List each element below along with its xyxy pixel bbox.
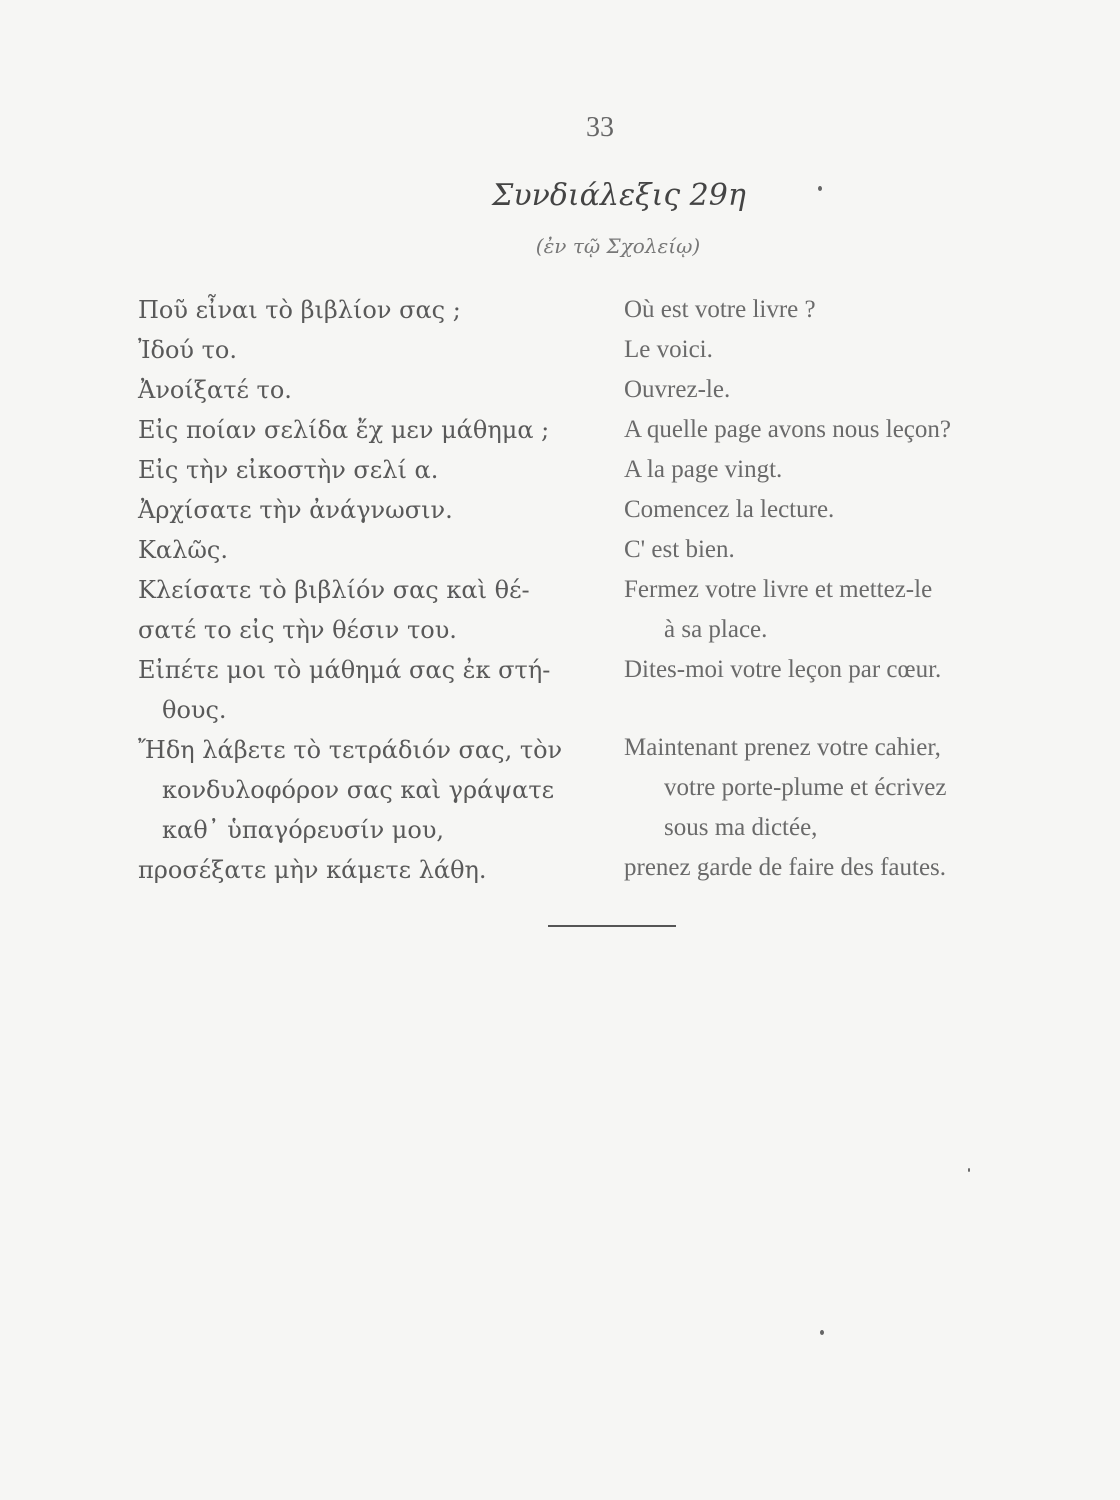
- greek-column: [138, 290, 608, 890]
- dialogue-title: Συνδιάλεξις 29η: [492, 178, 746, 213]
- french-line: A quelle page avons nous leçon?: [624, 416, 951, 443]
- french-line: Ouvrez-le.: [624, 376, 731, 403]
- greek-line: καθ᾽ ὑπαγόρευσίν μου,: [162, 816, 445, 844]
- french-line: Maintenant prenez votre cahier,: [624, 734, 941, 761]
- greek-line: προσέξατε μὴν κάμετε λάθη.: [138, 856, 487, 884]
- ink-speck: [818, 186, 822, 191]
- dialogue-subtitle: (ἐν τῷ Σχολείῳ): [535, 234, 701, 258]
- french-line: Fermez votre livre et mettez-le: [624, 576, 933, 603]
- greek-line: κονδυλοφόρον σας καὶ γράψατε: [162, 776, 555, 804]
- french-line: prenez garde de faire des fautes.: [624, 854, 947, 881]
- greek-line: Ἰδού το.: [138, 336, 237, 364]
- greek-line: Ἀνοίξατέ το.: [138, 376, 292, 404]
- french-line: Comencez la lecture.: [624, 496, 835, 523]
- french-line: Le voici.: [624, 336, 713, 363]
- french-line: C' est bien.: [624, 536, 735, 563]
- greek-line: θους.: [162, 696, 227, 724]
- greek-line: Ποῦ εἶναι τὸ βιβλίον σας ;: [138, 296, 461, 324]
- page-number: 33: [586, 112, 614, 143]
- greek-line: Εἰς ποίαν σελίδα ἔχ μεν μάθημα ;: [138, 416, 550, 444]
- ink-speck: [968, 1168, 970, 1172]
- french-line: à sa place.: [664, 616, 768, 643]
- french-line: Dites-moi votre leçon par cœur.: [624, 656, 942, 683]
- greek-line: Καλῶς.: [138, 536, 228, 564]
- section-divider: [548, 925, 676, 927]
- greek-line: Ἤδη λάβετε τὸ τετράδιόν σας, τὸν: [138, 736, 563, 764]
- greek-line: Εἰπέτε μοι τὸ μάθημά σας ἐκ στή-: [138, 656, 551, 684]
- greek-line: Εἰς τὴν εἰκοστὴν σελί α.: [138, 456, 439, 484]
- french-line: A la page vingt.: [624, 456, 783, 483]
- greek-line: Κλείσατε τὸ βιβλίόν σας καὶ θέ-: [138, 576, 530, 604]
- greek-line: σατέ το εἰς τὴν θέσιν του.: [138, 616, 457, 644]
- ink-speck: [820, 1330, 824, 1335]
- french-line: sous ma dictée,: [664, 814, 818, 841]
- stanza-gap: [624, 690, 1084, 728]
- french-line: Où est votre livre ?: [624, 296, 816, 323]
- french-column: [624, 290, 1084, 888]
- french-line: votre porte-plume et écrivez: [664, 774, 947, 801]
- greek-line: Ἀρχίσατε τὴν ἀνάγνωσιν.: [138, 496, 453, 524]
